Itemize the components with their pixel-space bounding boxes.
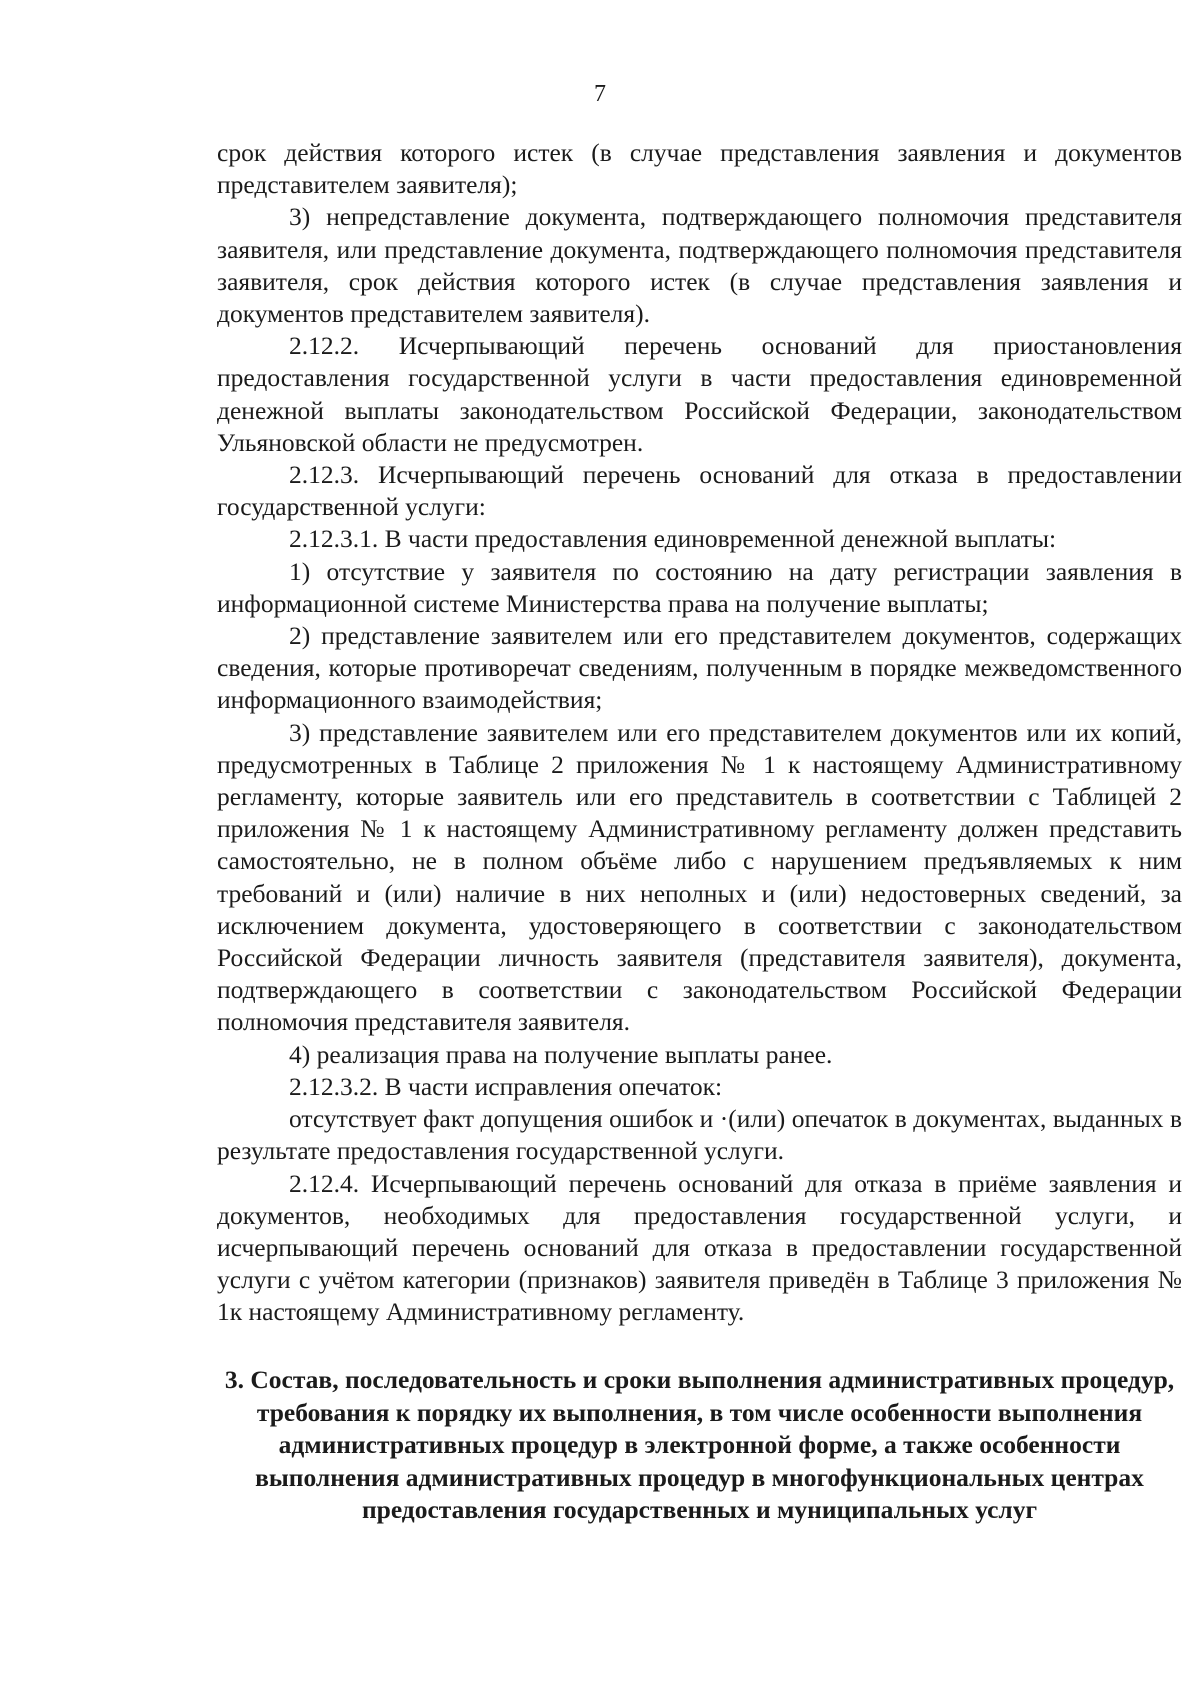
paragraph: 2.12.3.1. В части предоставления единовременной денежной выплаты: bbox=[289, 524, 1057, 554]
paragraph: 2) представление заявителем или его представителем документов, содержащих сведения, которые противоречат сведениям, полученным в порядке межведомственного информационного взаимодействия; bbox=[217, 621, 1182, 715]
paragraph: 1) отсутствие у заявителя по состоянию на дату регистрации заявления в информационной системе Министерства права на получение выплаты; bbox=[217, 556, 1182, 618]
paragraph: отсутствует факт допущения ошибок и ·(или) опечаток в документах, выданных в результате предоставления государственной услуги. bbox=[217, 1104, 1182, 1166]
paragraph: 2.12.2. Исчерпывающий перечень оснований для приостановления предоставления государственной услуги в части предоставления единовременной денежной выплаты законодательством Российской Федерации, законодательством Ульяновской области не предусмотрен. bbox=[217, 331, 1182, 457]
paragraph: 2.12.3. Исчерпывающий перечень оснований для отказа в предоставлении государственной услуги: bbox=[217, 460, 1182, 522]
paragraph: срок действия которого истек (в случае представления заявления и документов представителем заявителя); bbox=[217, 138, 1182, 200]
section-heading: 3. Состав, последовательность и сроки выполнения административных процедур, требования к порядку их выполнения, в том числе особенности выполнения административных процедур в электронной форме, а также особенности выполнения административных процедур в многофункциональных центрах предоставления государственных и муниципальных услуг bbox=[224, 1365, 1175, 1525]
paragraph: 2.12.4. Исчерпывающий перечень оснований для отказа в приёме заявления и документов, необходимых для предоставления государственной услуги, и исчерпывающий перечень оснований для отказа в предоставлении государственной услуги с учётом категории (признаков) заявителя приведён в Таблице 3 приложения № 1к настоящему Административному регламенту. bbox=[217, 1168, 1182, 1327]
paragraph: 3) непредставление документа, подтверждающего полномочия представителя заявителя, или представление документа, подтверждающего полномочия представителя заявителя, срок действия которого истек (в случае представления заявления и документов представителем заявителя). bbox=[217, 202, 1182, 329]
paragraph: 2.12.3.2. В части исправления опечаток: bbox=[289, 1071, 723, 1101]
paragraph: 3) представление заявителем или его представителем документов или их копий, предусмотренных в Таблице 2 приложения № 1 к настоящему Административному регламенту, которые заявитель или его представитель в соответствии с Таблицей 2 приложения № 1 к настоящему Административному регламенту должен представить самостоятельно, не в полном объёме либо с нарушением предъявляемых к ним требований и (или) наличие в них неполных и (или) недостоверных сведений, за исключением документа, удостоверяющего в соответствии с законодательством Российской Федерации личность заявителя (представителя заявителя), документа, подтверждающего в соответствии с законодательством Российской Федерации полномочия представителя заявителя. bbox=[217, 717, 1182, 1037]
document-body bbox=[217, 137, 1182, 1329]
paragraph: 4) реализация права на получение выплаты ранее. bbox=[289, 1039, 833, 1069]
page-number: 7 bbox=[594, 81, 606, 107]
